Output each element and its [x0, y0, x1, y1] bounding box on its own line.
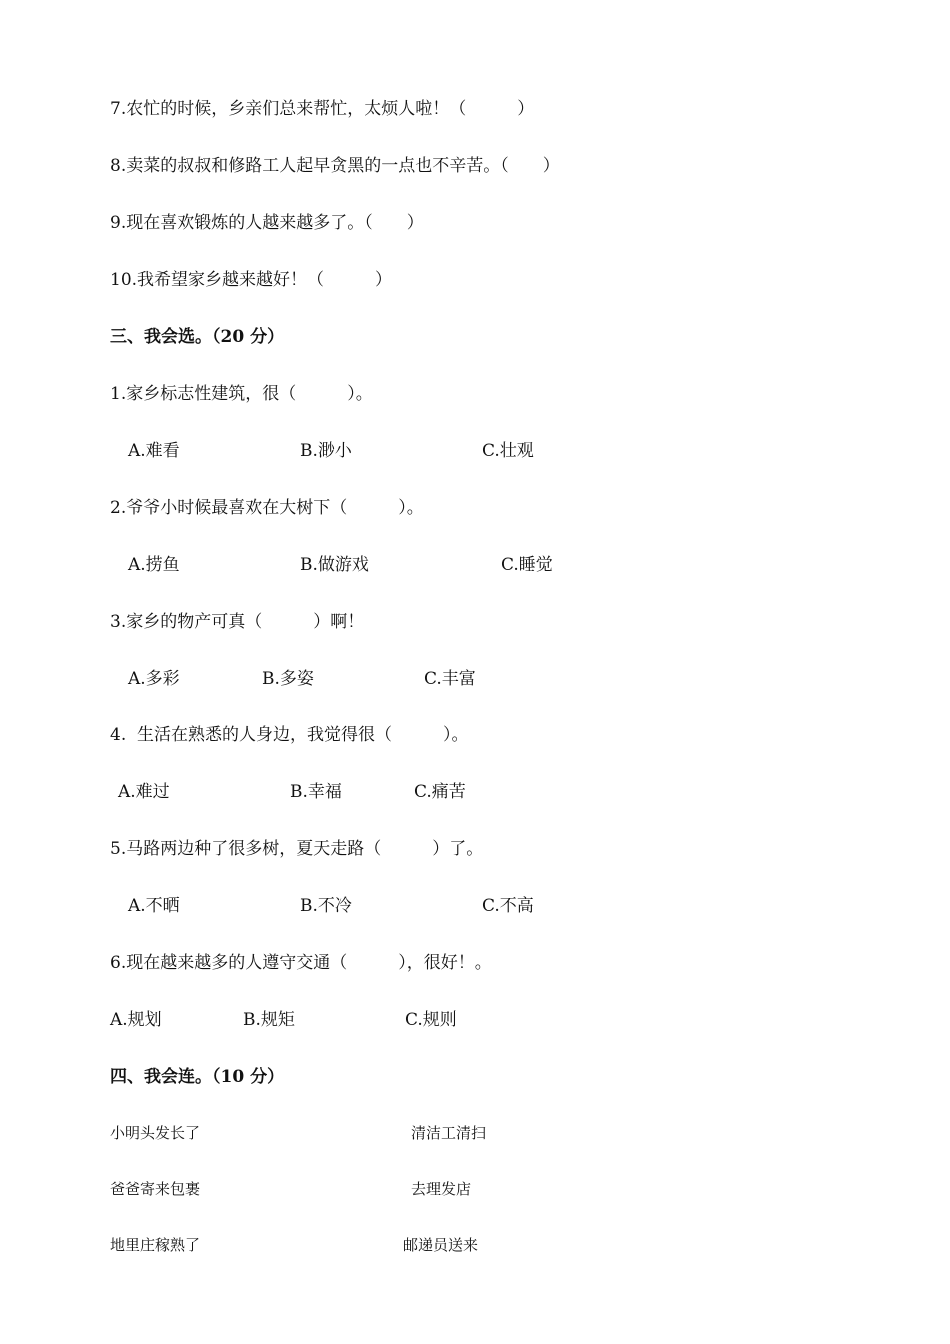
match-left-2: 爸爸寄来包裹 — [110, 1180, 201, 1198]
match-left-3: 地里庄稼熟了 — [110, 1236, 201, 1254]
section-3-heading: 三、我会选。（20 分） — [110, 327, 285, 347]
choice-question-1: 1.家乡标志性建筑，很（ ）。 — [110, 384, 373, 404]
q4-option-c: C.痛苦 — [414, 782, 466, 802]
q5-option-a: A.不晒 — [128, 896, 180, 916]
q1-option-c: C.壮观 — [482, 441, 534, 461]
choice-question-6: 6.现在越来越多的人遵守交通（ ），很好！。 — [110, 953, 492, 973]
q3-option-c: C.丰富 — [424, 669, 476, 689]
judge-item-10: 10.我希望家乡越来越好！（ ） — [110, 270, 393, 290]
judge-item-7: 7.农忙的时候，乡亲们总来帮忙，太烦人啦！（ ） — [110, 99, 535, 119]
match-right-1: 清洁工清扫 — [411, 1124, 487, 1142]
q3-option-b: B.多姿 — [262, 669, 314, 689]
choice-question-5: 5.马路两边种了很多树，夏天走路（ ）了。 — [110, 839, 484, 859]
choice-question-4: 4. 生活在熟悉的人身边，我觉得很（ ）。 — [110, 725, 469, 745]
q5-option-b: B.不冷 — [300, 896, 352, 916]
q6-option-b: B.规矩 — [243, 1010, 295, 1030]
judge-item-9: 9.现在喜欢锻炼的人越来越多了。（ ） — [110, 213, 424, 233]
choice-question-3: 3.家乡的物产可真（ ）啊！ — [110, 612, 365, 632]
match-left-1: 小明头发长了 — [110, 1124, 201, 1142]
q6-option-c: C.规则 — [405, 1010, 457, 1030]
judge-item-8: 8.卖菜的叔叔和修路工人起早贪黑的一点也不辛苦。（ ） — [110, 156, 560, 176]
q1-option-b: B.渺小 — [300, 441, 352, 461]
choice-question-2: 2.爷爷小时候最喜欢在大树下（ ）。 — [110, 498, 424, 518]
section-4-heading: 四、我会连。（10 分） — [110, 1067, 285, 1087]
q4-option-b: B.幸福 — [290, 782, 342, 802]
q3-option-a: A.多彩 — [128, 669, 180, 689]
q2-option-c: C.睡觉 — [501, 555, 553, 575]
q6-option-a: A.规划 — [110, 1010, 162, 1030]
q2-option-b: B.做游戏 — [300, 555, 369, 575]
match-right-3: 邮递员送来 — [403, 1236, 479, 1254]
q1-option-a: A.难看 — [128, 441, 180, 461]
q4-option-a: A.难过 — [118, 782, 170, 802]
match-right-2: 去理发店 — [411, 1180, 472, 1198]
q5-option-c: C.不高 — [482, 896, 534, 916]
q2-option-a: A.捞鱼 — [128, 555, 180, 575]
